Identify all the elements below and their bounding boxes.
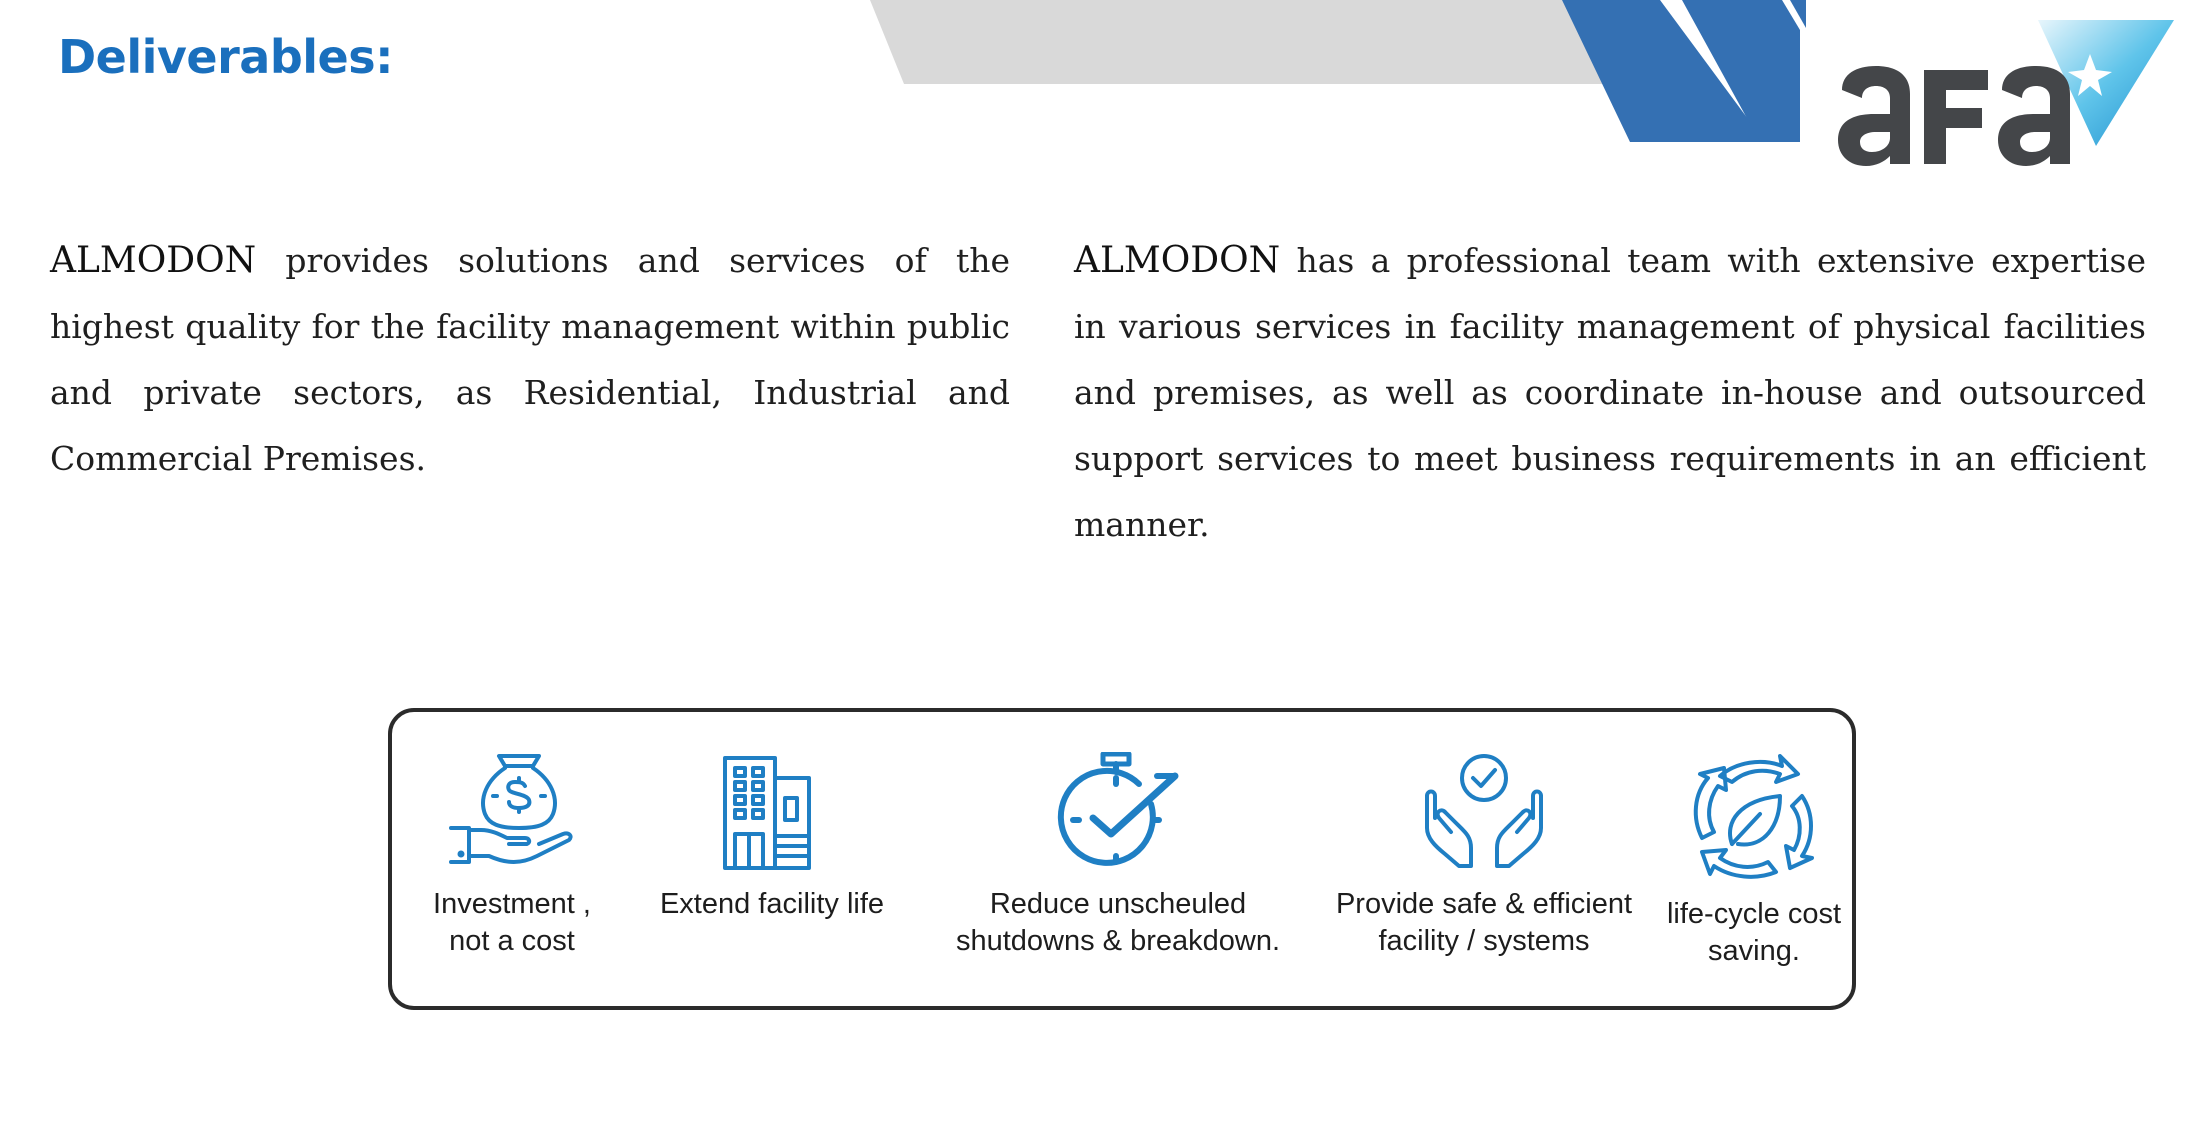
- feature-label: Investment , not a cost: [433, 888, 591, 957]
- intro-left-text: provides solutions and services of the highest quality for the facility management within public and private sectors, as Residential, Industrial and Commercial Premises.: [50, 241, 1010, 478]
- intro-right-paragraph: [1074, 228, 2146, 558]
- intro-right-text: has a professional team with extensive expertise in various services in facility management of physical facilities and premises, as well as coordinate in-house and outsourced support services to meet business requirements in an efficient manner.: [1074, 241, 2146, 544]
- page-title: Deliverables:: [58, 30, 393, 84]
- features-panel: [388, 708, 1856, 1010]
- afa-logo: [1828, 14, 2178, 174]
- stopwatch-check-icon: [1053, 752, 1183, 872]
- gray-banner-shape: [870, 0, 1640, 84]
- recycle-leaf-icon: [1684, 752, 1824, 882]
- feature-label: life-cycle cost saving.: [1666, 898, 1842, 967]
- hands-check-icon: [1419, 752, 1549, 872]
- feature-label: Reduce unscheuled shutdowns & breakdown.: [955, 888, 1281, 957]
- intro-left-paragraph: [50, 228, 1010, 492]
- feature-investment: [402, 752, 622, 960]
- building-icon: [717, 752, 827, 872]
- feature-safe-facility: [1304, 752, 1664, 960]
- brand-name: ALMODON: [50, 240, 257, 281]
- feature-label: Extend facility life: [659, 888, 885, 920]
- money-bag-hand-icon: [447, 752, 577, 872]
- feature-label: Provide safe & efficient facility / systems: [1335, 888, 1633, 957]
- feature-extend-life: [632, 752, 912, 923]
- logo-lettering: [1838, 66, 2070, 166]
- brand-name: ALMODON: [1074, 240, 1281, 281]
- feature-reduce-shutdowns: [918, 752, 1318, 960]
- feature-lifecycle-saving: [1644, 752, 1864, 970]
